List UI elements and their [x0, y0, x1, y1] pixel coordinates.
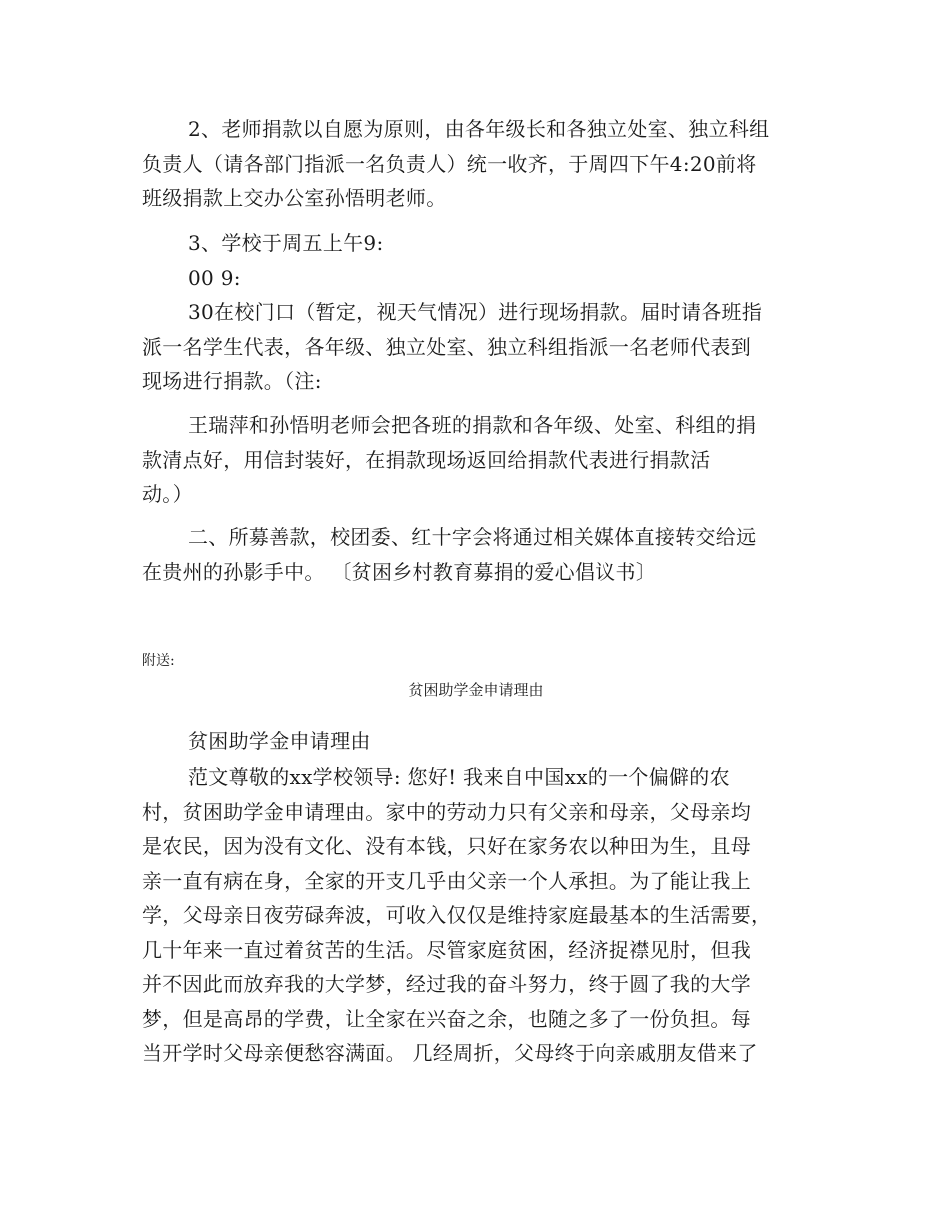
text-line: 几十年来一直过着贫苦的生活。尽管家庭贫困，经济捉襟见肘，但我	[142, 937, 751, 962]
section-subtitle	[142, 724, 810, 759]
text-line: 范文尊敬的xx学校领导: 您好! 我来自中国xx的一个偏僻的农	[188, 765, 730, 789]
text-line: 00 9:	[188, 265, 241, 290]
text-line: 负责人（请各部门指派一名负责人）统一收齐，于周四下午4:20前将	[142, 151, 757, 176]
text-line: 王瑞萍和孙悟明老师会把各班的捐款和各年级、处室、科组的捐	[188, 413, 757, 437]
text-line: 在贵州的孙影手中。 〔贫困乡村教育募捐的爱心倡议书〕	[142, 559, 657, 584]
text-line: 村，贫困助学金申请理由。家中的劳动力只有父亲和母亲，父母亲均	[142, 799, 751, 824]
text-line: 动。）	[142, 482, 193, 506]
attachment-title: 贫困助学金申请理由	[408, 681, 544, 699]
text-line: 贫困助学金申请理由	[188, 729, 371, 753]
text-line: 当开学时父母亲便愁容满面。 几经周折，父母终于向亲戚朋友借来了	[142, 1041, 758, 1065]
text-line: 2、老师捐款以自愿为原则，由各年级长和各独立处室、独立科组	[188, 117, 770, 141]
text-line: 亲一直有病在身，全家的开支几乎由父亲一个人承担。为了能让我上	[142, 868, 751, 893]
text-line: 梦，但是高昂的学费，让全家在兴奋之余，也随之多了一份负担。每	[142, 1006, 751, 1031]
text-line: 班级捐款上交办公室孙悟明老师。	[142, 186, 447, 210]
text-line: 30在校门口（暂定，视天气情况）进行现场捐款。届时请各班指	[188, 300, 763, 324]
text-line: 学，父母亲日夜劳碌奔波，可收入仅仅是维持家庭最基本的生活需要，	[142, 903, 772, 927]
paragraph-note	[142, 408, 810, 512]
paragraph-part-2	[142, 520, 810, 589]
text-line: 款清点好，用信封装好，在捐款现场返回给捐款代表进行捐款活	[142, 447, 711, 472]
paragraph-application-body	[142, 760, 810, 1071]
text-line: 二、所募善款，校团委、红十字会将通过相关媒体直接转交给远	[188, 525, 757, 549]
text-line: 是农民，因为没有文化、没有本钱，只好在家务农以种田为生，且母	[142, 834, 751, 858]
text-line: 派一名学生代表，各年级、独立处室、独立科组指派一名老师代表到	[142, 334, 751, 359]
paragraph-item-3	[142, 226, 810, 295]
text-line: 并不因此而放弃我的大学梦，经过我的奋斗努力，终于圆了我的大学	[142, 972, 751, 996]
text-line: 3、学校于周五上午9:	[188, 231, 384, 255]
paragraph-item-3-continued	[142, 295, 810, 399]
text-line: 现场进行捐款。（注:	[142, 369, 322, 393]
attachment-label: 附送:	[142, 653, 175, 669]
paragraph-item-2	[142, 112, 810, 216]
